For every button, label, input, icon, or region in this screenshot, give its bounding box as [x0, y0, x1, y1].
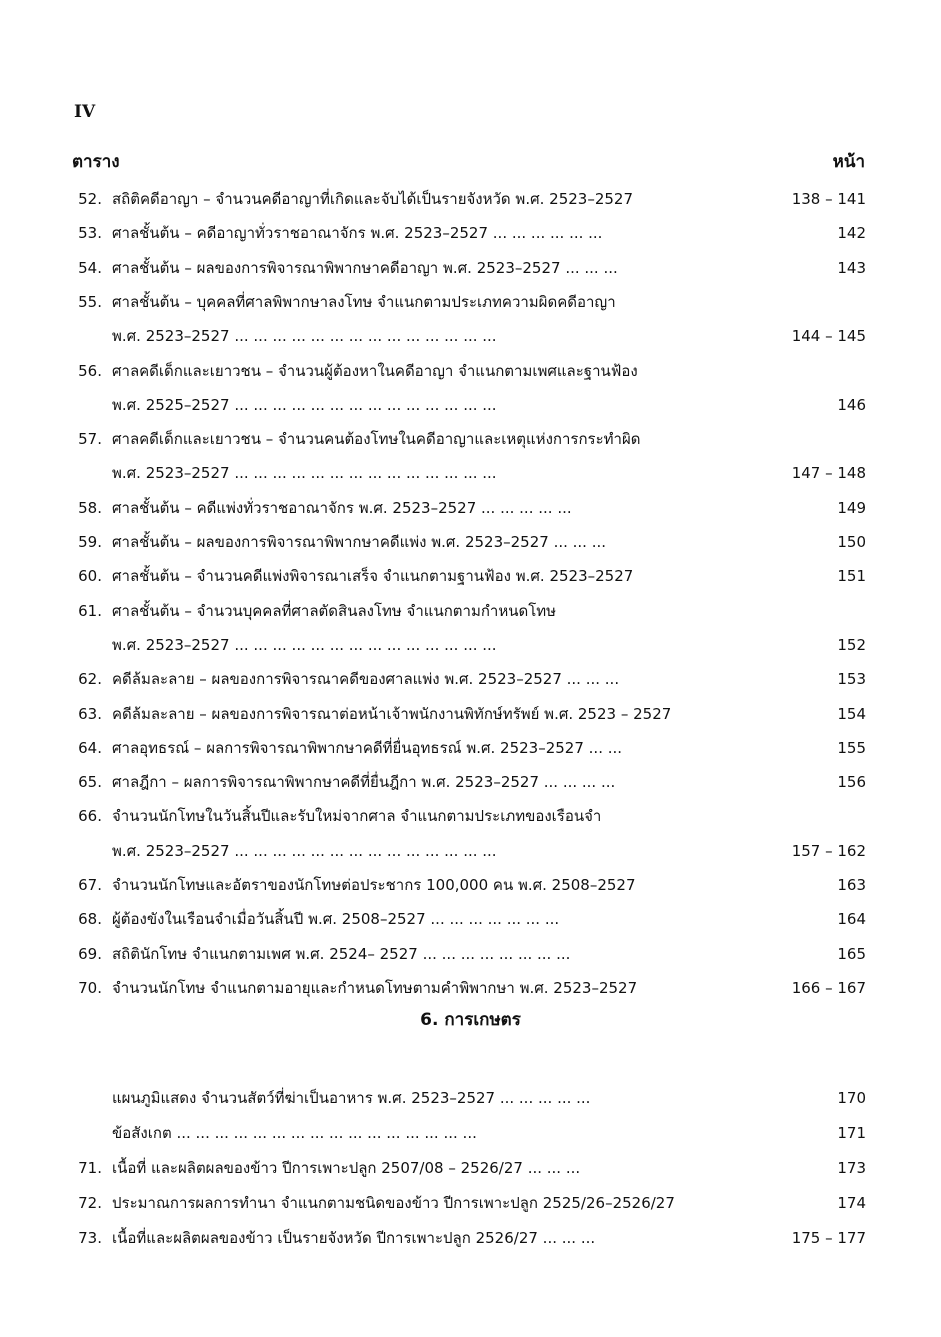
toc-row-page: 157 – 162 [791, 841, 866, 860]
toc-row [70, 1118, 866, 1148]
toc-row-title: จำนวนนักโทษ จำแนกตามอายุและกำหนดโทษตามคำพิพากษา พ.ศ. 2523–2527 [112, 978, 638, 997]
toc-row-title: คดีล้มละลาย – ผลของการพิจารณาต่อหน้าเจ้าพนักงานพิทักษ์ทรัพย์ พ.ศ. 2523 – 2527 [112, 704, 672, 723]
toc-row-title: ศาลชั้นต้น – จำนวนคดีแพ่งพิจารณาเสร็จ จำแนกตามฐานฟ้อง พ.ศ. 2523–2527 [112, 567, 634, 586]
toc-row-title: แผนภูมิแสดง จำนวนสัตว์ที่ฆ่าเป็นอาหาร พ.ศ. 2523–2527 ... ... ... ... ... [112, 1089, 591, 1107]
toc-row-number: 67. [78, 876, 102, 894]
toc-row [70, 836, 866, 866]
toc-row-page: 153 [837, 670, 866, 689]
toc-row-page: 170 [837, 1089, 866, 1107]
toc-row-title: ศาลชั้นต้น – จำนวนบุคคลที่ศาลตัดสินลงโทษ จำแนกตามกำหนดโทษ [112, 601, 557, 620]
toc-row [70, 287, 866, 317]
toc-row [70, 356, 866, 386]
toc-row [70, 904, 866, 934]
toc-row-page: 166 – 167 [791, 978, 866, 997]
toc-row-title: พ.ศ. 2523–2527 ... ... ... ... ... ... ... ... ... ... ... ... ... ... [112, 635, 497, 654]
toc-row [70, 699, 866, 729]
toc-row-page: 173 [837, 1159, 866, 1177]
toc-row-page: 154 [837, 704, 866, 723]
toc-row [70, 424, 866, 454]
toc-row [70, 1223, 866, 1253]
toc-row [70, 630, 866, 660]
toc-row [70, 973, 866, 1003]
toc-row-title: ศาลฎีกา – ผลการพิจารณาพิพากษาคดีที่ยื่นฎีกา พ.ศ. 2523–2527 ... ... ... ... [112, 773, 616, 792]
toc-row-page: 152 [837, 635, 866, 654]
toc-row-number: 57. [78, 430, 102, 449]
toc-row [70, 1188, 866, 1218]
toc-row-page: 155 [837, 738, 866, 757]
toc-row [70, 321, 866, 351]
toc-row-title: พ.ศ. 2523–2527 ... ... ... ... ... ... ... ... ... ... ... ... ... ... [112, 841, 497, 860]
toc-row-page: 175 – 177 [791, 1229, 866, 1247]
toc-row-title: เนื้อที่ และผลิตผลของข้าว ปีการเพาะปลูก 2507/08 – 2526/27 ... ... ... [112, 1159, 581, 1177]
toc-row [70, 1153, 866, 1183]
toc-row-title: ข้อสังเกต ... ... ... ... ... ... ... ... ... ... ... ... ... ... ... ... [112, 1124, 477, 1142]
toc-row-number: 63. [78, 704, 102, 723]
toc-row-page: 138 – 141 [791, 190, 866, 208]
toc-row-title: ศาลชั้นต้น – คดีอาญาทั่วราชอาณาจักร พ.ศ. 2523–2527 ... ... ... ... ... ... [112, 224, 603, 243]
toc-row-page: 144 – 145 [791, 327, 866, 346]
toc-row-number: 59. [78, 533, 102, 551]
toc-row [70, 493, 866, 523]
toc-row-number: 54. [78, 258, 102, 277]
toc-row-number: 64. [78, 738, 102, 757]
toc-row-title: ศาลชั้นต้น – คดีแพ่งทั่วราชอาณาจักร พ.ศ. 2523–2527 ... ... ... ... ... [112, 498, 572, 517]
toc-row-title: พ.ศ. 2523–2527 ... ... ... ... ... ... ... ... ... ... ... ... ... ... [112, 327, 497, 346]
toc-row-page: 151 [837, 567, 866, 586]
toc-row-number: 68. [78, 910, 102, 929]
toc-row-title: จำนวนนักโทษและอัตราของนักโทษต่อประชากร 100,000 คน พ.ศ. 2508–2527 [112, 876, 636, 894]
toc-row-title: สถิตินักโทษ จำแนกตามเพศ พ.ศ. 2524– 2527 ... ... ... ... ... ... ... ... [112, 944, 571, 963]
toc-row-page: 142 [837, 224, 866, 243]
header-page-label: หน้า [832, 152, 865, 172]
toc-row-title: ศาลอุทธรณ์ – ผลการพิจารณาพิพากษาคดีที่ยื่นอุทธรณ์ พ.ศ. 2523–2527 ... ... [112, 738, 623, 757]
toc-row-title: สถิติคดีอาญา – จำนวนคดีอาญาที่เกิดและจับได้เป็นรายจังหวัด พ.ศ. 2523–2527 [112, 190, 633, 208]
toc-row-number: 71. [78, 1159, 102, 1177]
toc-row-number: 70. [78, 978, 102, 997]
toc-row-number: 72. [78, 1194, 102, 1212]
toc-row-number: 60. [78, 567, 102, 586]
toc-row-number: 56. [78, 361, 102, 380]
toc-row [70, 458, 866, 488]
toc-row [70, 664, 866, 694]
toc-row-page: 147 – 148 [791, 464, 866, 483]
toc-row [70, 390, 866, 420]
toc-row-number: 66. [78, 807, 102, 826]
toc-row-number: 53. [78, 224, 102, 243]
toc-row-title: จำนวนนักโทษในวันสิ้นปีและรับใหม่จากศาล จำแนกตามประเภทของเรือนจำ [112, 807, 602, 826]
toc-row-title: ศาลชั้นต้น – บุคคลที่ศาลพิพากษาลงโทษ จำแนกตามประเภทความผิดคดีอาญา [112, 292, 616, 311]
toc-row [70, 596, 866, 626]
toc-row [70, 218, 866, 248]
toc-row-page: 165 [837, 944, 866, 963]
toc-row-title: ประมาณการผลการทำนา จำแนกตามชนิดของข้าว ปีการเพาะปลูก 2525/26–2526/27 [112, 1194, 675, 1212]
toc-row-number: 73. [78, 1229, 102, 1247]
toc-row-number: 52. [78, 190, 102, 208]
toc-row-title: เนื้อที่และผลิตผลของข้าว เป็นรายจังหวัด ปีการเพาะปลูก 2526/27 ... ... ... [112, 1229, 596, 1247]
toc-row-number: 62. [78, 670, 102, 689]
toc-row [70, 561, 866, 591]
toc-row-page: 143 [837, 258, 866, 277]
toc-row-number: 69. [78, 944, 102, 963]
toc-row [70, 767, 866, 797]
toc-row [70, 253, 866, 283]
toc-row-page: 164 [837, 910, 866, 929]
toc-row-page: 163 [837, 876, 866, 894]
toc-row [70, 733, 866, 763]
toc-row-title: ศาลคดีเด็กและเยาวชน – จำนวนผู้ต้องหาในคดีอาญา จำแนกตามเพศและฐานฟ้อง [112, 361, 638, 380]
toc-row-number: 61. [78, 601, 102, 620]
toc-row-title: ศาลคดีเด็กและเยาวชน – จำนวนคนต้องโทษในคดีอาญาและเหตุแห่งการกระทำผิด [112, 430, 641, 449]
toc-row-title: พ.ศ. 2525–2527 ... ... ... ... ... ... ... ... ... ... ... ... ... ... [112, 395, 497, 414]
toc-row [70, 184, 866, 214]
toc-row-page: 150 [837, 533, 866, 551]
toc-row-page: 156 [837, 773, 866, 792]
toc-row-title: พ.ศ. 2523–2527 ... ... ... ... ... ... ... ... ... ... ... ... ... ... [112, 464, 497, 483]
toc-row-page: 146 [837, 395, 866, 414]
toc-row-page: 149 [837, 498, 866, 517]
toc-row-title: ศาลชั้นต้น – ผลของการพิจารณาพิพากษาคดีอาญา พ.ศ. 2523–2527 ... ... ... [112, 258, 618, 277]
toc-row [70, 527, 866, 557]
page-marker: IV [74, 102, 96, 122]
toc-row-page: 174 [837, 1194, 866, 1212]
toc-row-number: 55. [78, 292, 102, 311]
toc-row-title: ผู้ต้องขังในเรือนจำเมื่อวันสิ้นปี พ.ศ. 2508–2527 ... ... ... ... ... ... ... [112, 910, 560, 929]
toc-row-number: 58. [78, 498, 102, 517]
toc-row [70, 801, 866, 831]
toc-row-title: คดีล้มละลาย – ผลของการพิจารณาคดีของศาลแพ่ง พ.ศ. 2523–2527 ... ... ... [112, 670, 620, 689]
header-table-label: ตาราง [72, 152, 120, 172]
section-title: 6. การเกษตร [420, 1010, 521, 1030]
toc-row [70, 1083, 866, 1113]
toc-row-title: ศาลชั้นต้น – ผลของการพิจารณาพิพากษาคดีแพ่ง พ.ศ. 2523–2527 ... ... ... [112, 533, 607, 551]
toc-row [70, 870, 866, 900]
toc-row-number: 65. [78, 773, 102, 792]
toc-row-page: 171 [837, 1124, 866, 1142]
toc-row [70, 939, 866, 969]
